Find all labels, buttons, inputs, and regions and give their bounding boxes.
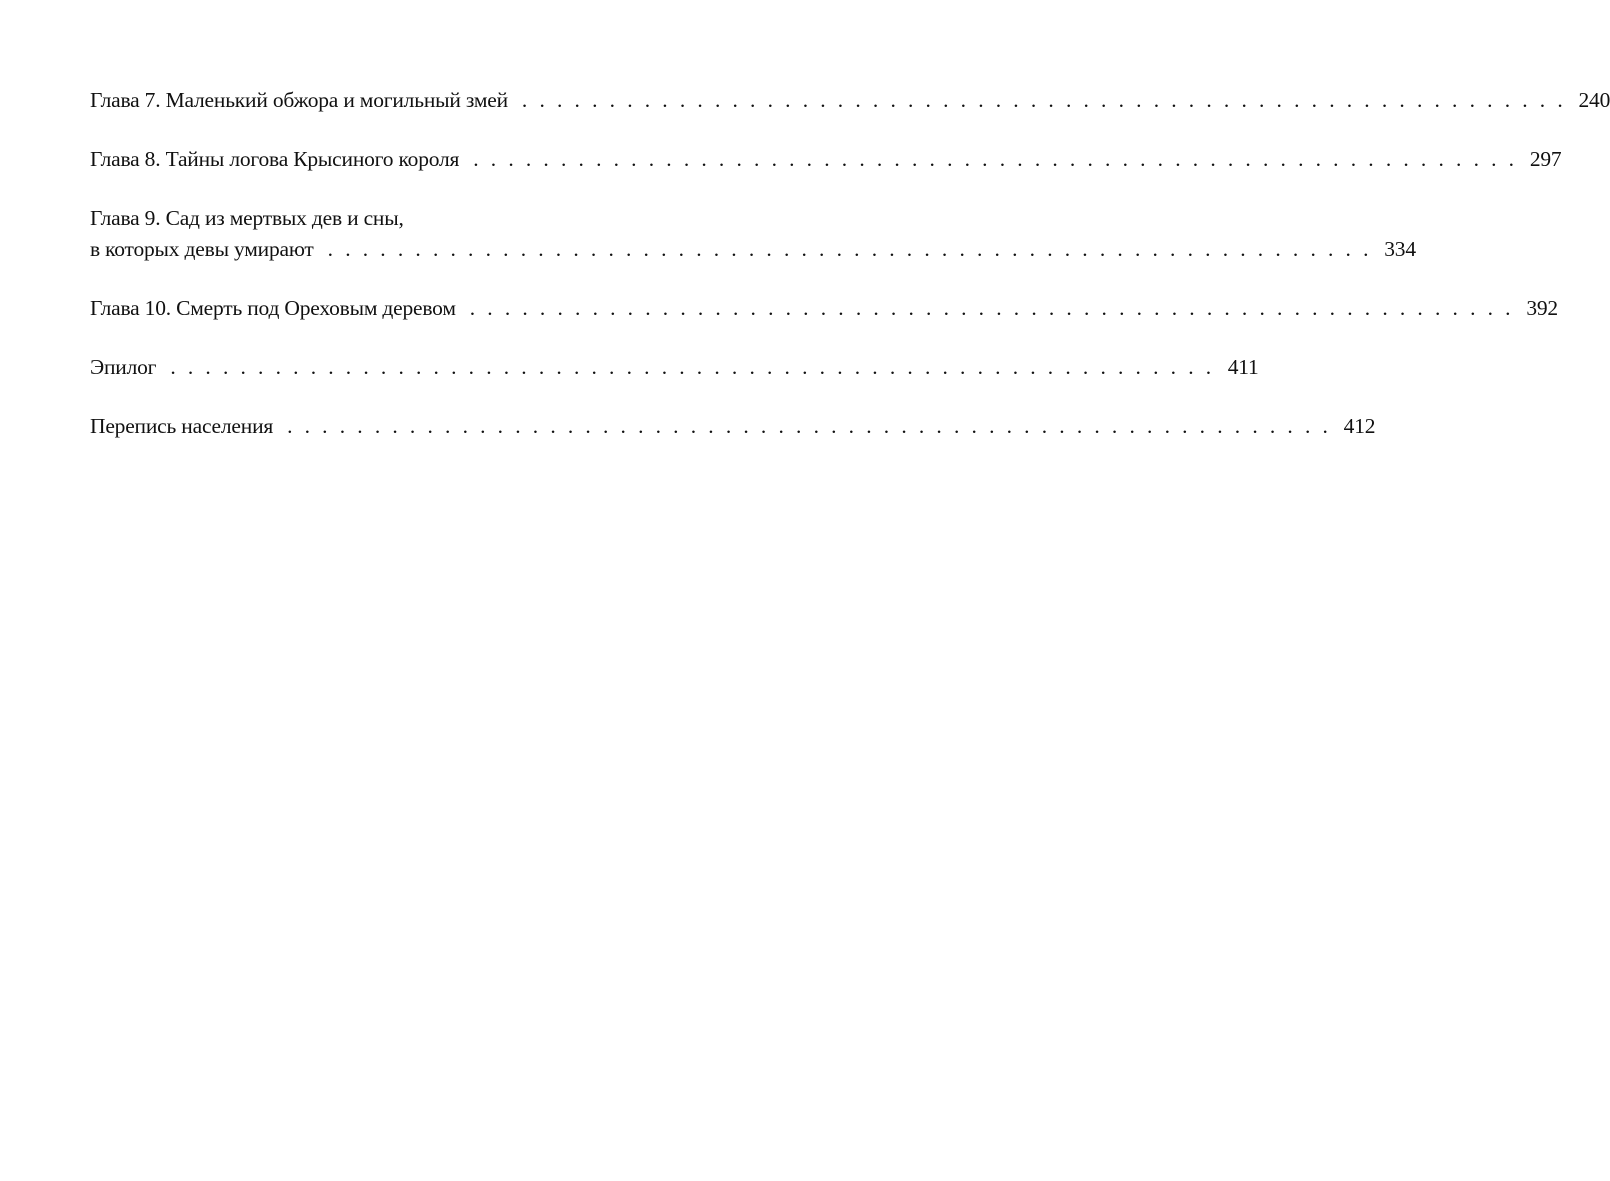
dot-leader: . . . . . . . . . . . . . . . . . . . . . . . . . . . . . . . . . . . . . . . . . . . . . . . . . . . . . . . . . . . . [473,147,1518,171]
toc-entry-title: Перепись населения [90,414,274,438]
toc-entry-epilogue[interactable] [90,352,1259,383]
toc-entry-title: Глава 9. Сад из мертвых дев и сны, [90,206,404,230]
toc-page-number: 297 [1529,147,1562,171]
toc-page-number: 240 [1578,88,1610,112]
toc-line [90,293,1558,324]
toc-entry-title-continued: в которых девы умирают [90,237,314,261]
toc-entry-chapter-9[interactable] [90,203,1416,265]
dot-leader: . . . . . . . . . . . . . . . . . . . . . . . . . . . . . . . . . . . . . . . . . . . . . . . . . . . . . . . . . . . . [170,355,1215,379]
dot-leader: . . . . . . . . . . . . . . . . . . . . . . . . . . . . . . . . . . . . . . . . . . . . . . . . . . . . . . . . . . . . [287,414,1332,438]
toc-page-number: 411 [1227,355,1259,379]
toc-line [90,411,1376,442]
toc-entry-census[interactable] [90,411,1376,442]
toc-entry-title: Глава 7. Маленький обжора и могильный змей [90,88,508,112]
toc-page-number: 412 [1343,414,1376,438]
dot-leader: . . . . . . . . . . . . . . . . . . . . . . . . . . . . . . . . . . . . . . . . . . . . . . . . . . . . . . . . . . . . [469,296,1514,320]
toc-line [90,352,1259,383]
toc-entry-chapter-7[interactable] [90,85,1610,116]
toc-page-number: 392 [1526,296,1558,320]
toc-entry-chapter-8[interactable] [90,144,1562,175]
toc-line [90,144,1562,175]
toc-line [90,234,1416,265]
dot-leader: . . . . . . . . . . . . . . . . . . . . . . . . . . . . . . . . . . . . . . . . . . . . . . . . . . . . . . . . . . . . [521,88,1567,112]
dot-leader: . . . . . . . . . . . . . . . . . . . . . . . . . . . . . . . . . . . . . . . . . . . . . . . . . . . . . . . . . . . . [327,237,1372,261]
toc-entry-chapter-10[interactable] [90,293,1558,324]
toc-line [90,85,1610,116]
toc-page-number: 334 [1384,237,1416,261]
toc-entry-title: Глава 8. Тайны логова Крысиного короля [90,147,460,171]
toc-entry-title: Глава 10. Смерть под Ореховым деревом [90,296,456,320]
toc-line [90,203,652,234]
toc-entry-title: Эпилог [90,355,157,379]
table-of-contents [90,85,1610,470]
